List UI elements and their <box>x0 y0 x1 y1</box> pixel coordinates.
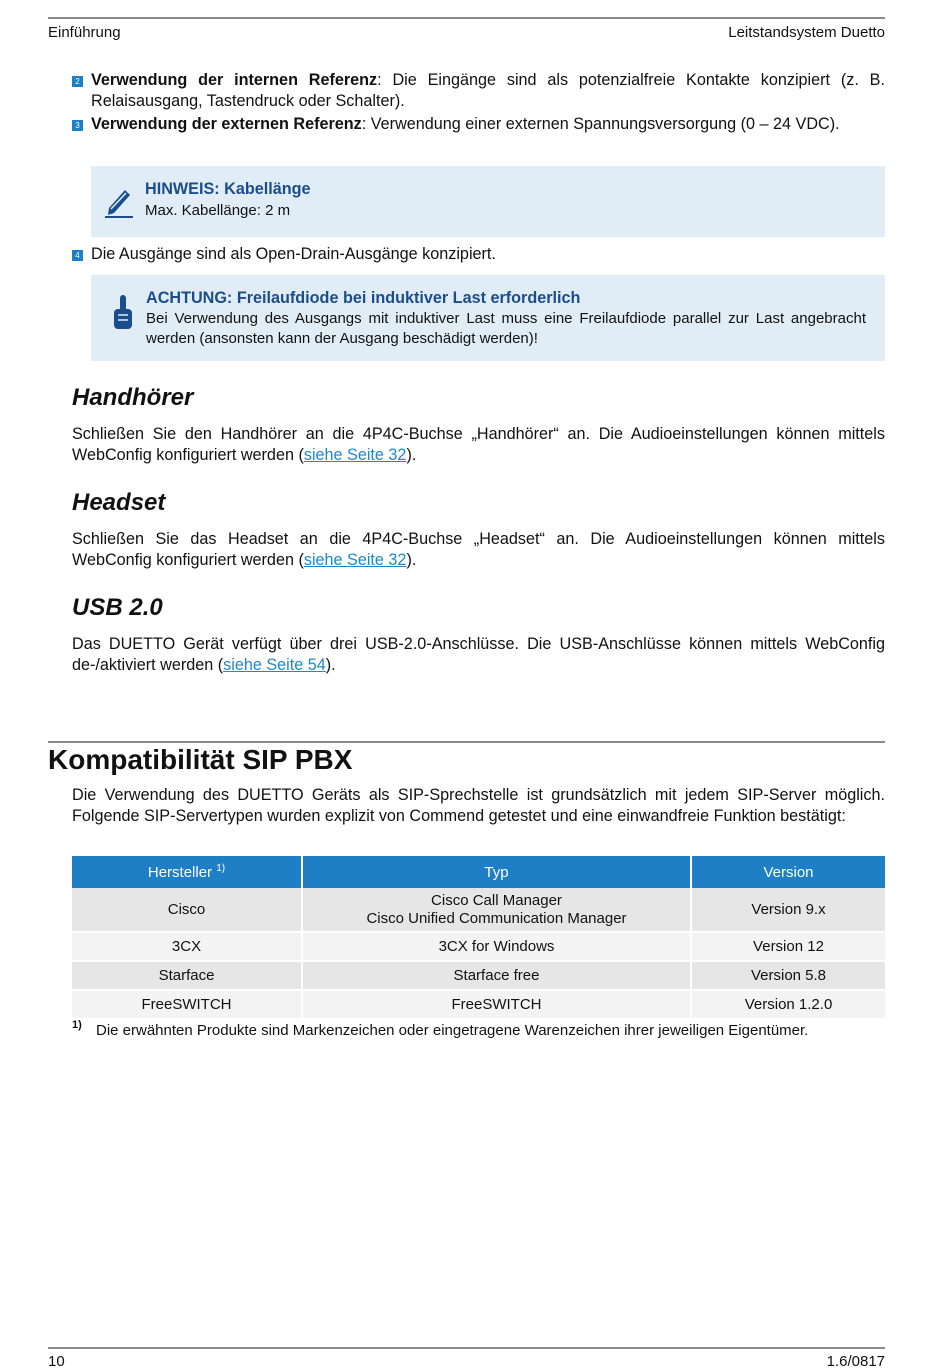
list-number: 3 <box>72 120 83 131</box>
table-header: Version <box>691 856 885 888</box>
pointing-hand-icon <box>111 295 135 336</box>
section-text-part: ). <box>406 446 417 464</box>
table-cell: 3CX for Windows <box>302 932 691 961</box>
list-item-text: : Verwendung einer externen Spannungsversorgung (0 – 24 VDC). <box>361 115 840 133</box>
page-link[interactable]: siehe Seite 54 <box>223 656 326 674</box>
list-item <box>91 114 885 135</box>
table-cell: FreeSWITCH <box>72 990 302 1019</box>
section-text-part: Schließen Sie das Headset an die 4P4C-Buchse „Headset“ an. Die Audioeinstellungen können mittels WebConfig konfiguriert werden ( <box>72 530 885 569</box>
table-header-label: Hersteller <box>147 864 213 881</box>
table-cell: Version 5.8 <box>691 961 885 990</box>
note-title: HINWEIS: Kabellänge <box>145 180 311 198</box>
table-cell: Cisco <box>72 888 302 932</box>
note-text: Max. Kabellänge: 2 m <box>145 202 291 219</box>
list-item-bold: Verwendung der externen Referenz <box>91 115 362 133</box>
table-cell: Starface free <box>302 961 691 990</box>
table-cell <box>302 888 691 932</box>
table-cell: FreeSWITCH <box>302 990 691 1019</box>
table-cell: Version 12 <box>691 932 885 961</box>
section-text <box>72 634 885 676</box>
page-number: 10 <box>48 1353 65 1370</box>
page-link[interactable]: siehe Seite 32 <box>303 551 407 569</box>
page-link[interactable]: siehe Seite 32 <box>303 446 407 464</box>
footnote-text: Die erwähnten Produkte sind Markenzeichen oder eingetragene Warenzeichen ihrer jeweiligen Eigentümer. <box>96 1022 809 1039</box>
warning-text: Bei Verwendung des Ausgangs mit induktiver Last muss eine Freilaufdiode parallel zur Last angebracht werden (ansonsten kann der Ausgang beschädigt werden)! <box>146 310 866 347</box>
table-cell: Version 9.x <box>691 888 885 932</box>
note-box <box>91 166 885 237</box>
table-cell: Version 1.2.0 <box>691 990 885 1019</box>
warning-box <box>91 275 885 361</box>
list-item <box>91 70 885 112</box>
pencil-icon <box>103 184 135 225</box>
footnote-mark: 1) <box>72 1019 82 1031</box>
header-right: Leitstandsystem Duetto <box>728 24 885 41</box>
section-text-part: Das DUETTO Gerät verfügt über drei USB-2.0-Anschlüsse. Die USB-Anschlüsse können mittels WebConfig de-/aktiviert werden ( <box>72 635 885 674</box>
chapter-rule <box>48 741 885 743</box>
table-header: Typ <box>302 856 691 888</box>
table-row <box>72 932 885 961</box>
header-left: Einführung <box>48 24 121 41</box>
footnote-ref: 1) <box>216 863 226 874</box>
list-number: 4 <box>72 250 83 261</box>
table-row <box>72 888 885 932</box>
chapter-intro: Die Verwendung des DUETTO Geräts als SIP-Sprechstelle ist grundsätzlich mit jedem SIP-Server möglich. Folgende SIP-Servertypen wurden explizit von Commend getestet und eine einwandfreie Funktion bestätigt: <box>72 786 885 825</box>
list-item-bold: Verwendung der internen Referenz <box>91 71 378 89</box>
table-cell: 3CX <box>72 932 302 961</box>
list-number: 2 <box>72 76 83 87</box>
section-heading: Handhörer <box>72 384 194 411</box>
section-text <box>72 529 885 571</box>
section-heading: Headset <box>72 489 166 516</box>
section-text-part: ). <box>325 656 336 674</box>
header-rule <box>48 17 885 19</box>
table-cell: Starface <box>72 961 302 990</box>
section-heading: USB 2.0 <box>72 594 163 621</box>
table-cell-line: Cisco Call Manager <box>431 891 562 909</box>
compatibility-table <box>72 856 885 1020</box>
list-item: Die Ausgänge sind als Open-Drain-Ausgänge konzipiert. <box>91 245 496 263</box>
section-text-part: ). <box>406 551 417 569</box>
warning-title: ACHTUNG: Freilaufdiode bei induktiver Last erforderlich <box>146 289 581 307</box>
section-text-part: Schließen Sie den Handhörer an die 4P4C-Buchse „Handhörer“ an. Die Audioeinstellungen können mittels WebConfig konfiguriert werden ( <box>72 425 885 464</box>
section-text <box>72 424 885 466</box>
table-row <box>72 990 885 1019</box>
footer-rule <box>48 1347 885 1349</box>
document-version: 1.6/0817 <box>826 1353 885 1370</box>
list-item-text: : Die Eingänge sind als potenzialfreie Kontakte konzipiert (z. B. Relaisausgang, Tastendruck oder Schalter). <box>91 71 885 110</box>
table-row <box>72 961 885 990</box>
chapter-title: Kompatibilität SIP PBX <box>48 744 353 775</box>
table-header <box>72 856 302 888</box>
table-cell-line: Cisco Unified Communication Manager <box>366 909 627 927</box>
